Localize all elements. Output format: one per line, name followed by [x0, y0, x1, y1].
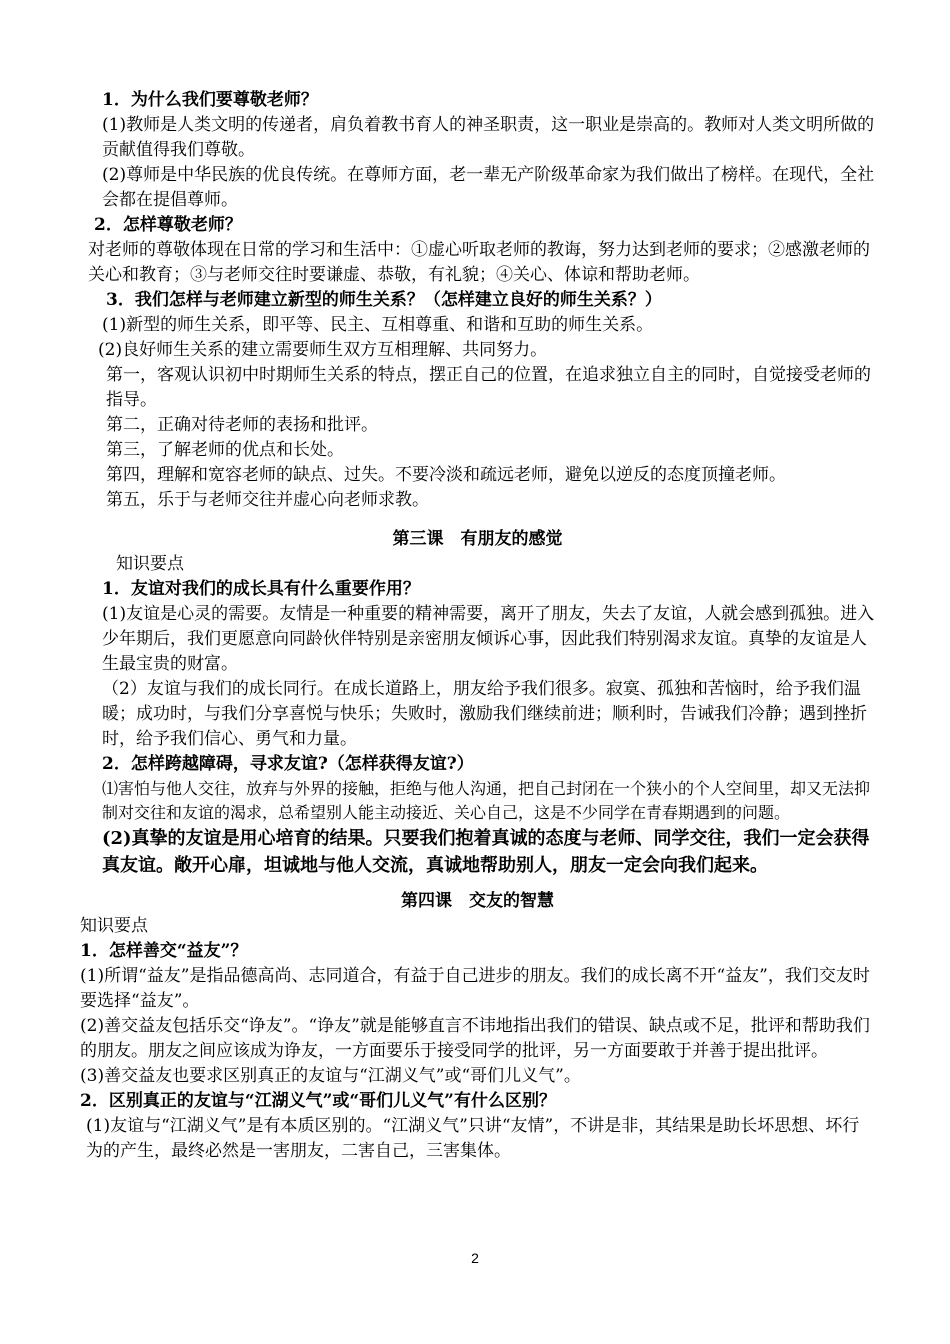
lesson3-q1-paragraph-2: （2）友谊与我们的成长同行。在成长道路上，朋友给予我们很多。寂寞、孤独和苦恼时，给予我们温暖；成功时，与我们分享喜悦与快乐；失败时，激励我们继续前进；顺利时，告诫我们冷静；遇到挫折时，给予我们信心、勇气和力量。 — [102, 679, 867, 749]
lesson4-q2-paragraph-1: (1)友谊与“江湖义气”是有本质区别的。“江湖义气”只讲“友情”，不讲是非，其结果是助长坏思想、坏行为的产生，最终必然是一害朋友，二害自己，三害集体。 — [86, 1116, 860, 1161]
section2-q1-paragraph-1: (1)教师是人类文明的传递者，肩负着教书育人的神圣职责，这一职业是崇高的。教师对人类文明所做的贡献值得我们尊敬。 — [102, 115, 875, 160]
lesson4-title: 第四课 交友的智慧 — [401, 891, 554, 911]
lesson3-q2-paragraph-2: (2)真挚的友谊是用心培育的结果。只要我们抱着真诚的态度与老师、同学交往，我们一定会获得真友谊。敞开心扉，坦诚地与他人交流，真诚地帮助别人，朋友一定会向我们起来。 — [102, 828, 870, 876]
lesson3-q2-title: 2．怎样跨越障碍，寻求友谊?（怎样获得友谊?） — [102, 754, 474, 774]
section2-q3-paragraph-6: 第四，理解和宽容老师的缺点、过失。不要冷淡和疏远老师，避免以逆反的态度顶撞老师。 — [106, 465, 786, 485]
lesson3-q1-paragraph-1: (1)友谊是心灵的需要。友情是一种重要的精神需要，离开了朋友，失去了友谊，人就会感到孤独。进入少年期后，我们更愿意向同龄伙伴特别是亲密朋友倾诉心事，因此我们特别渴求友谊。真挚的友谊是人生最宝贵的财富。 — [102, 604, 875, 674]
section2-q2-title: 2．怎样尊敬老师？ — [94, 215, 242, 235]
section2-q2-paragraph-1: 对老师的尊敬体现在日常的学习和生活中：①虚心听取老师的教诲，努力达到老师的要求；②感激老师的关心和教育；③与老师交往时要谦虚、恭敬，有礼貌；④关心、体谅和帮助老师。 — [88, 240, 870, 285]
lesson3-q2-paragraph-1: ⑴害怕与他人交往，放弃与外界的接触，拒绝与他人沟通，把自己封闭在一个狭小的个人空间里，却又无法抑制对交往和友谊的渴求，总希望别人能主动接近、关心自己，这是不少同学在青春期遇到的问题。 — [102, 779, 871, 822]
lesson4-q2-title: 2．区别真正的友谊与“江湖义气”或“哥们儿义气”有什么区别？ — [80, 1091, 556, 1111]
section2-q3-paragraph-1: (1)新型的师生关系，即平等、民主、互相尊重、和谐和互助的师生关系。 — [102, 315, 654, 335]
section2-q3-title: 3．我们怎样与老师建立新型的师生关系？（怎样建立良好的师生关系？） — [106, 290, 662, 310]
section2-q3-paragraph-4: 第二，正确对待老师的表扬和批评。 — [106, 415, 378, 435]
lesson3-title: 第三课 有朋友的感觉 — [392, 529, 563, 549]
section2-q1-title: 1．为什么我们要尊敬老师？ — [102, 90, 318, 110]
lesson3-label: 知识要点 — [116, 554, 184, 574]
lesson4-label: 知识要点 — [80, 916, 148, 936]
section2-q3-paragraph-2: (2)良好师生关系的建立需要师生双方互相理解、共同努力。 — [98, 340, 548, 360]
lesson4-q1-paragraph-1: (1)所谓“益友”是指品德高尚、志同道合，有益于自己进步的朋友。我们的成长离不开“益友”，我们交友时要选择“益友”。 — [80, 966, 870, 1011]
lesson4-q1-title: 1．怎样善交“益友”？ — [80, 941, 248, 961]
page-number: 2 — [471, 1250, 479, 1266]
lesson4-q1-paragraph-3: (3)善交益友也要求区别真正的友谊与“江湖义气”或“哥们儿义气”。 — [80, 1066, 581, 1086]
section2-q1-paragraph-2: (2)尊师是中华民族的优良传统。在尊师方面，老一辈无产阶级革命家为我们做出了榜样。在现代，全社会都在提倡尊师。 — [102, 165, 875, 210]
section2-q3-paragraph-3: 第一，客观认识初中时期师生关系的特点，摆正自己的位置，在追求独立自主的同时，自觉接受老师的指导。 — [106, 365, 871, 410]
section2-q3-paragraph-5: 第三，了解老师的优点和长处。 — [106, 440, 344, 460]
document-page — [80, 88, 875, 1164]
lesson3-q1-title: 1．友谊对我们的成长具有什么重要作用？ — [102, 579, 420, 599]
lesson4-q1-paragraph-2: (2)善交益友包括乐交“诤友”。“诤友”就是能够直言不讳地指出我们的错误、缺点或不足，批评和帮助我们的朋友。朋友之间应该成为诤友，一方面要乐于接受同学的批评，另一方面要敢于并善于提出批评。 — [80, 1016, 870, 1061]
section2-q3-paragraph-7: 第五，乐于与老师交往并虚心向老师求教。 — [106, 490, 429, 510]
